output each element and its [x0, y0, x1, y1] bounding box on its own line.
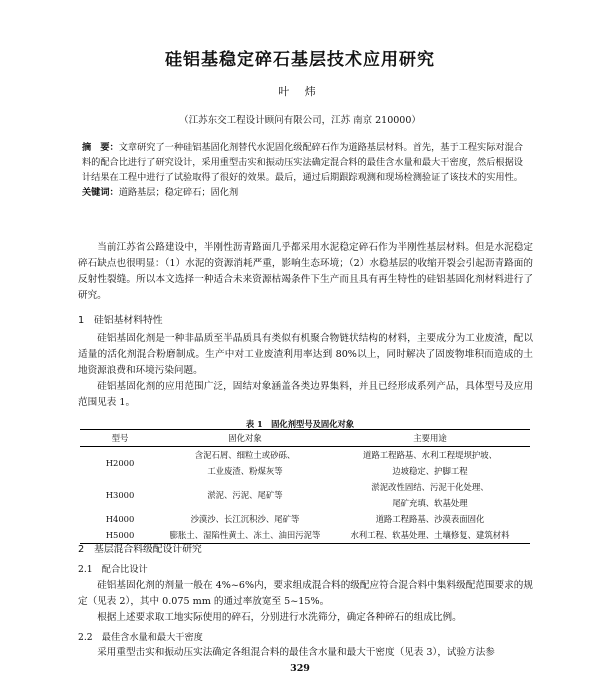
page-number: 329	[290, 663, 310, 674]
abstract-block	[82, 140, 528, 200]
section1-paragraph-2: 硅铝基固化剂的应用范围广泛，固结对象涵盖各类边界集料，并且已经形成系列产品，具体型号及应用范围见表 1。	[78, 381, 533, 408]
table-row	[80, 511, 530, 527]
table-cell-line: 边坡稳定、护脚工程	[392, 466, 468, 476]
table-cell-objects	[160, 447, 330, 480]
keywords-text: 道路基层；稳定碎石；固化剂	[118, 187, 239, 198]
paper-title: 硅铝基稳定碎石基层技术应用研究	[165, 50, 435, 70]
table1-header-row	[80, 430, 530, 447]
table1-caption: 表 1 固化剂型号及固化对象	[245, 419, 355, 429]
intro-paragraph	[78, 240, 533, 304]
intro-text: 当前江苏省公路建设中，半刚性沥青路面几乎都采用水泥稳定碎石作为半刚性基层材料。但是水泥稳定碎石缺点也很明显：（1）水泥的资源消耗严重，影响生态环境；（2）水稳基层的收缩开裂会引起沥青路面的反射性裂缝。所以本文选择一种适合未来资源枯竭条件下生产而且具有再生特性的硅铝基固化剂材料进行了研究。	[78, 242, 533, 301]
section2-1-heading: 2.1 配合比设计	[78, 564, 148, 575]
table-cell-line: 沙漠沙、长江沉积沙、尾矿等	[190, 514, 300, 524]
table1	[80, 429, 530, 544]
table1-header-uses: 主要用途	[330, 430, 530, 447]
abstract-text	[82, 140, 528, 185]
abstract-label: 摘 要：	[82, 142, 119, 153]
table-cell-uses	[330, 447, 530, 480]
table-cell-line: 淤泥、污泥、尾矿等	[207, 490, 283, 500]
table-cell-model: H2000	[105, 458, 135, 468]
table-cell-uses	[330, 527, 530, 544]
table1-header-model: 型号	[80, 430, 160, 447]
table-cell-line: 水利工程、软基处理、土壤修复、建筑材料	[350, 530, 510, 540]
section2-2-body	[78, 645, 533, 661]
section2-heading: 2 基层混合料级配设计研究	[78, 544, 202, 555]
table-cell-line: 道路工程路基、水利工程堤坝护坡、	[363, 450, 497, 460]
section2-paragraph-3: 采用重型击实和振动压实法确定各组混合料的最佳含水量和最大干密度（见表 3），试验方法参	[97, 647, 495, 658]
section2-paragraph-2: 根据上述要求取工地实际使用的碎石，分别进行水洗筛分，确定各种碎石的组成比例。	[97, 612, 462, 623]
table-cell-line: 工业废渣、粉煤灰等	[207, 466, 283, 476]
table-cell-line: 含泥石屑、细粒土或砂砾、	[194, 450, 296, 460]
table1-header-objects: 固化对象	[160, 430, 330, 447]
table-cell-objects	[160, 511, 330, 527]
table-cell-line: 淤泥改性固结、污泥干化处理、	[371, 482, 489, 492]
table-cell-uses	[330, 479, 530, 511]
section2-2-heading: 2.2 最佳含水量和最大干密度	[78, 632, 203, 643]
table-cell-uses	[330, 511, 530, 527]
table-cell-model: H4000	[105, 514, 135, 524]
keywords-line	[82, 185, 528, 200]
keywords-label: 关键词：	[82, 187, 119, 198]
table-cell-objects	[160, 479, 330, 511]
section1-body	[78, 331, 533, 411]
table-cell-model: H5000	[80, 527, 160, 544]
section2-1-body	[78, 578, 533, 626]
section1-heading: 1 硅铝基材料特性	[78, 315, 163, 326]
table-row	[80, 447, 530, 480]
section2-paragraph-1: 硅铝基固化剂的剂量一般在 4%~6%内，要求组成混合料的级配应符合混合料中集料级配范围要求的规定（见表 2），其中 0.075 mm 的通过率放宽至 5~15%。	[78, 580, 533, 607]
table-cell-line: 尾矿充填、软基处理	[392, 498, 468, 508]
section1-paragraph-1: 硅铝基固化剂是一种非晶质至半晶质具有类似有机聚合物链状结构的材料，主要成分为工业废渣，配以适量的活化剂混合粉磨制成。生产中对工业废渣利用率达到 80%以上，同时解决了固废物堆积而造成的土地资源浪费和环境污染问题。	[78, 333, 533, 376]
table-cell-line: 膨胀土、湿陷性黄土、冻土、油田污泥等	[169, 530, 321, 540]
table-row	[80, 479, 530, 511]
abstract-body: 文章研究了一种硅铝基固化剂替代水泥固化级配碎石作为道路基层材料。首先，基于工程实际对混合料的配合比进行了研究设计，采用重型击实和振动压实法确定混合料的最佳含水量和最大干密度，然后根据设计结果在工程中进行了试验取得了很好的效果。最后，通过后期跟踪观测和现场检测验证了该技术的实用性。	[82, 142, 523, 183]
author-affiliation: （江苏东交工程设计顾问有限公司，江苏 南京 210000）	[179, 115, 421, 126]
author-name: 叶 炜	[278, 85, 322, 98]
table-cell-line: 道路工程路基、沙漠表面固化	[375, 514, 485, 524]
table-cell-model: H3000	[105, 490, 135, 500]
